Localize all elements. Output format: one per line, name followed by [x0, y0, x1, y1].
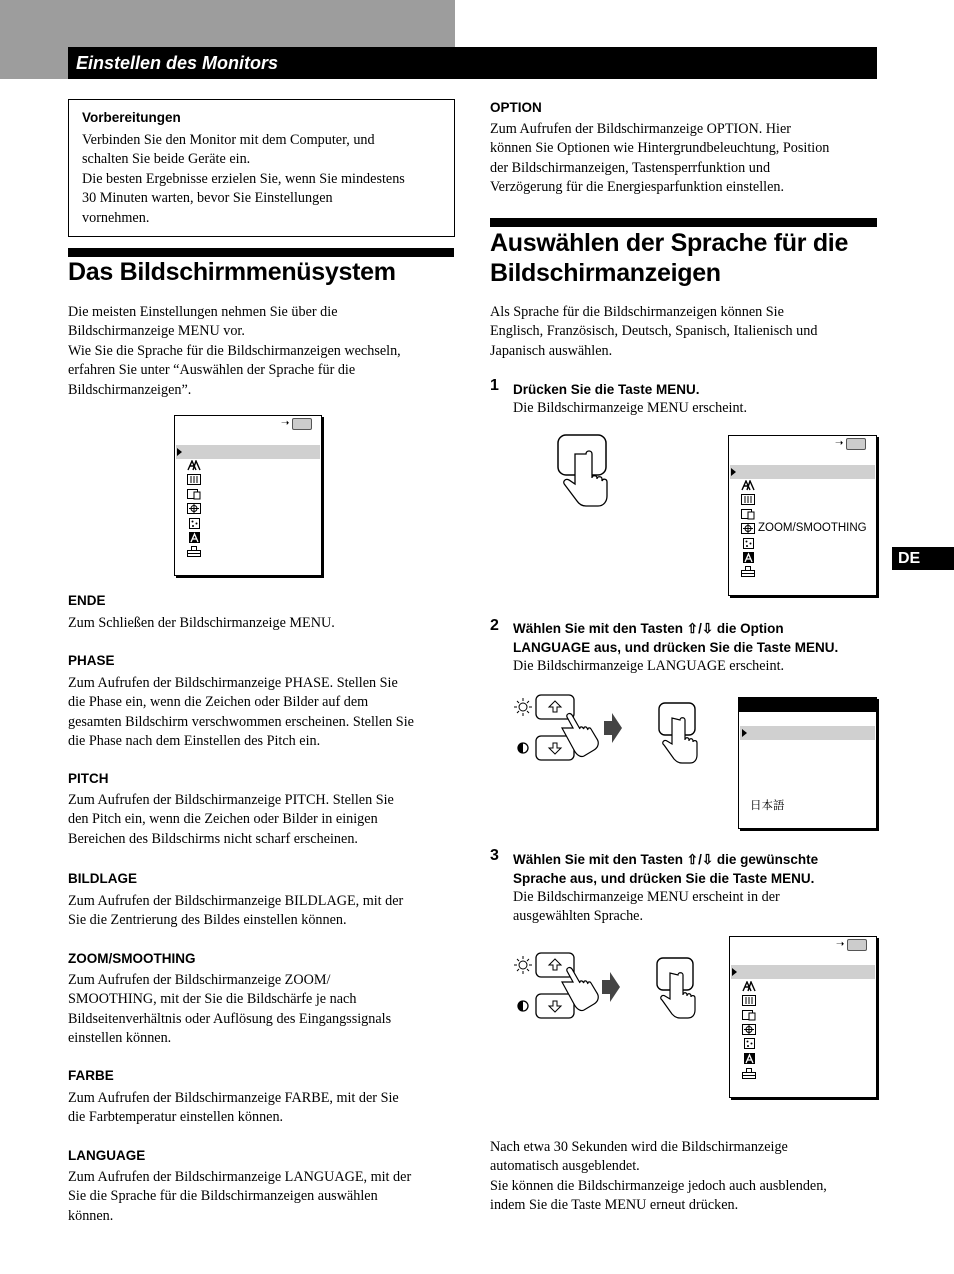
next-arrow-icon: [602, 972, 620, 1002]
contrast-icon: [518, 1001, 528, 1011]
brightness-icon: [514, 956, 532, 974]
item-title-language: LANGUAGE: [68, 1148, 146, 1163]
section2-intro: Als Sprache für die Bildschirmanzeigen können Sie Englisch, Französisch, Deutsch, Spanisch, Italienisch und Japanisch auswählen.: [490, 304, 818, 359]
step-3-instruction: Wählen Sie mit den Tasten ⇧/⇩ die gewünschte Sprache aus, und drücken Sie die Taste MENU.: [513, 852, 819, 886]
menu-highlight: [730, 465, 875, 479]
menu-osd-step3: [729, 936, 877, 1098]
step-2-result: Die Bildschirmanzeige LANGUAGE erscheint.: [513, 658, 785, 674]
phase-icon: [741, 480, 755, 491]
option-icon: [742, 1068, 756, 1079]
item-text-pitch: Zum Aufrufen der Bildschirmanzeige PITCH. Stellen Sie den Pitch ein, wenn die Zeichen oder Bilder in einigen Bereichen des Bildschirms nicht scharf erscheinen.: [68, 792, 394, 847]
step-2-number: 2: [490, 617, 499, 634]
menu-highlight: [740, 726, 875, 740]
item-text-farbe: Zum Aufrufen der Bildschirmanzeige FARBE, mit der Sie die Farbtemperatur einstellen können.: [68, 1090, 399, 1126]
prep-text: Verbinden Sie den Monitor mit dem Computer, und schalten Sie beide Geräte ein. Die besten Ergebnisse erzielen Sie, wenn Sie mindestens 30 Minuten warten, bevor Sie Einstellungen vornehmen.: [82, 132, 405, 226]
menu-highlight: [731, 965, 875, 979]
item-title-pitch: PITCH: [68, 771, 109, 786]
color-icon: [187, 518, 201, 529]
language-icon: [741, 552, 755, 563]
section2-rule: [490, 218, 877, 227]
language-japanese: 日本語: [750, 798, 785, 812]
brightness-icon: [514, 698, 532, 716]
step-3-number: 3: [490, 847, 499, 864]
language-icon: [187, 532, 201, 543]
option-icon: [187, 546, 201, 557]
zoom-icon: [741, 523, 755, 534]
exit-arrow-icon: ➝: [281, 418, 290, 429]
menu-zoom-label: ZOOM/SMOOTHING: [758, 522, 867, 534]
language-osd: [738, 697, 877, 829]
pitch-icon: [742, 995, 756, 1006]
step-1-number: 1: [490, 377, 499, 394]
pitch-icon: [187, 474, 201, 485]
next-arrow-icon: [604, 713, 622, 743]
item-text-language: Zum Aufrufen der Bildschirmanzeige LANGUAGE, mit der Sie die Sprache für die Bildschirmanzeigen auswählen können.: [68, 1169, 412, 1224]
menu-osd-left: [174, 415, 322, 576]
item-text-bildlage: Zum Aufrufen der Bildschirmanzeige BILDLAGE, mit der Sie die Zentrierung des Bildes einstellen können.: [68, 893, 404, 929]
color-icon: [741, 538, 755, 549]
menu-osd-step1: [728, 435, 877, 596]
side-tab-label: DE: [898, 550, 921, 567]
exit-indicator: [847, 939, 867, 951]
updown-buttons-illustration-3: [512, 948, 612, 1028]
item-text-zoom: Zum Aufrufen der Bildschirmanzeige ZOOM/ SMOOTHING, mit der Sie die Bildschärfe je nach Bildseitenverhältnis oder Auflösung des Eingangssignals einstellen können.: [68, 972, 392, 1047]
item-text-phase: Zum Aufrufen der Bildschirmanzeige PHASE. Stellen Sie die Phase ein, wenn die Zeichen oder Bilder auf dem gesamten Bildschirm verschwommen erscheinen. Stellen Sie die Phase nach dem Einstellen des Pitch ein.: [68, 675, 414, 750]
contrast-icon: [518, 743, 528, 753]
position-icon: [741, 509, 755, 520]
item-title-bildlage: BILDLAGE: [68, 871, 137, 886]
step-3-result: Die Bildschirmanzeige MENU erscheint in der ausgewählten Sprache.: [513, 889, 780, 925]
section1-rule: [68, 248, 454, 257]
zoom-icon: [187, 503, 201, 514]
exit-indicator: [846, 438, 866, 450]
step-2-instruction: Wählen Sie mit den Tasten ⇧/⇩ die Option LANGUAGE aus, und drücken Sie die Taste MENU.: [513, 621, 839, 655]
position-icon: [187, 489, 201, 500]
closing-text: Nach etwa 30 Sekunden wird die Bildschirmanzeige automatisch ausgeblendet. Sie können die Bildschirmanzeige jedoch auch ausblenden, indem Sie die Taste MENU erneut drücken.: [490, 1139, 827, 1214]
selection-pointer-icon: [742, 729, 747, 737]
item-title-zoom: ZOOM/SMOOTHING: [68, 951, 196, 966]
item-title-farbe: FARBE: [68, 1068, 114, 1083]
selection-pointer-icon: [177, 448, 182, 456]
selection-pointer-icon: [732, 968, 737, 976]
item-text-ende: Zum Schließen der Bildschirmanzeige MENU.: [68, 615, 335, 631]
color-icon: [742, 1038, 756, 1049]
menu-button-press-illustration-2: [656, 700, 702, 766]
section1-title: Das Bildschirmmenüsystem: [68, 258, 396, 286]
language-osd-titlebar: [739, 698, 876, 712]
selection-pointer-icon: [731, 468, 736, 476]
updown-buttons-illustration: [512, 690, 612, 770]
exit-arrow-icon: ➝: [835, 438, 844, 449]
section2-title: Auswählen der Sprache für die Bildschirmanzeigen: [490, 229, 849, 287]
pitch-icon: [741, 494, 755, 505]
zoom-icon: [742, 1024, 756, 1035]
exit-indicator: [292, 418, 312, 430]
menu-button-press-illustration: [555, 432, 615, 510]
position-icon: [742, 1010, 756, 1021]
phase-icon: [742, 981, 756, 992]
step-1-result: Die Bildschirmanzeige MENU erscheint.: [513, 400, 748, 416]
menu-button-press-illustration-3: [654, 955, 700, 1021]
prep-title: Vorbereitungen: [82, 110, 181, 125]
step-1-instruction: Drücken Sie die Taste MENU.: [513, 382, 700, 397]
option-title: OPTION: [490, 100, 542, 115]
header-title: Einstellen des Monitors: [76, 53, 279, 73]
option-text: Zum Aufrufen der Bildschirmanzeige OPTION. Hier können Sie Optionen wie Hintergrundbeleuchtung, Position der Bildschirmanzeigen, Tastensperrfunktion und Verzögerung für die Energiesparfunktion einstellen.: [490, 121, 830, 196]
language-icon: [742, 1053, 756, 1064]
section1-intro: Die meisten Einstellungen nehmen Sie über die Bildschirmanzeige MENU vor. Wie Sie die Sprache für die Bildschirmanzeigen wechseln, erfahren Sie unter “Auswählen der Sprache für die Bildschirmanzeigen”.: [68, 304, 401, 398]
phase-icon: [187, 460, 201, 471]
option-icon: [741, 566, 755, 577]
menu-highlight: [176, 445, 320, 459]
exit-arrow-icon: ➝: [836, 939, 845, 950]
item-title-phase: PHASE: [68, 653, 115, 668]
item-title-ende: ENDE: [68, 593, 106, 608]
